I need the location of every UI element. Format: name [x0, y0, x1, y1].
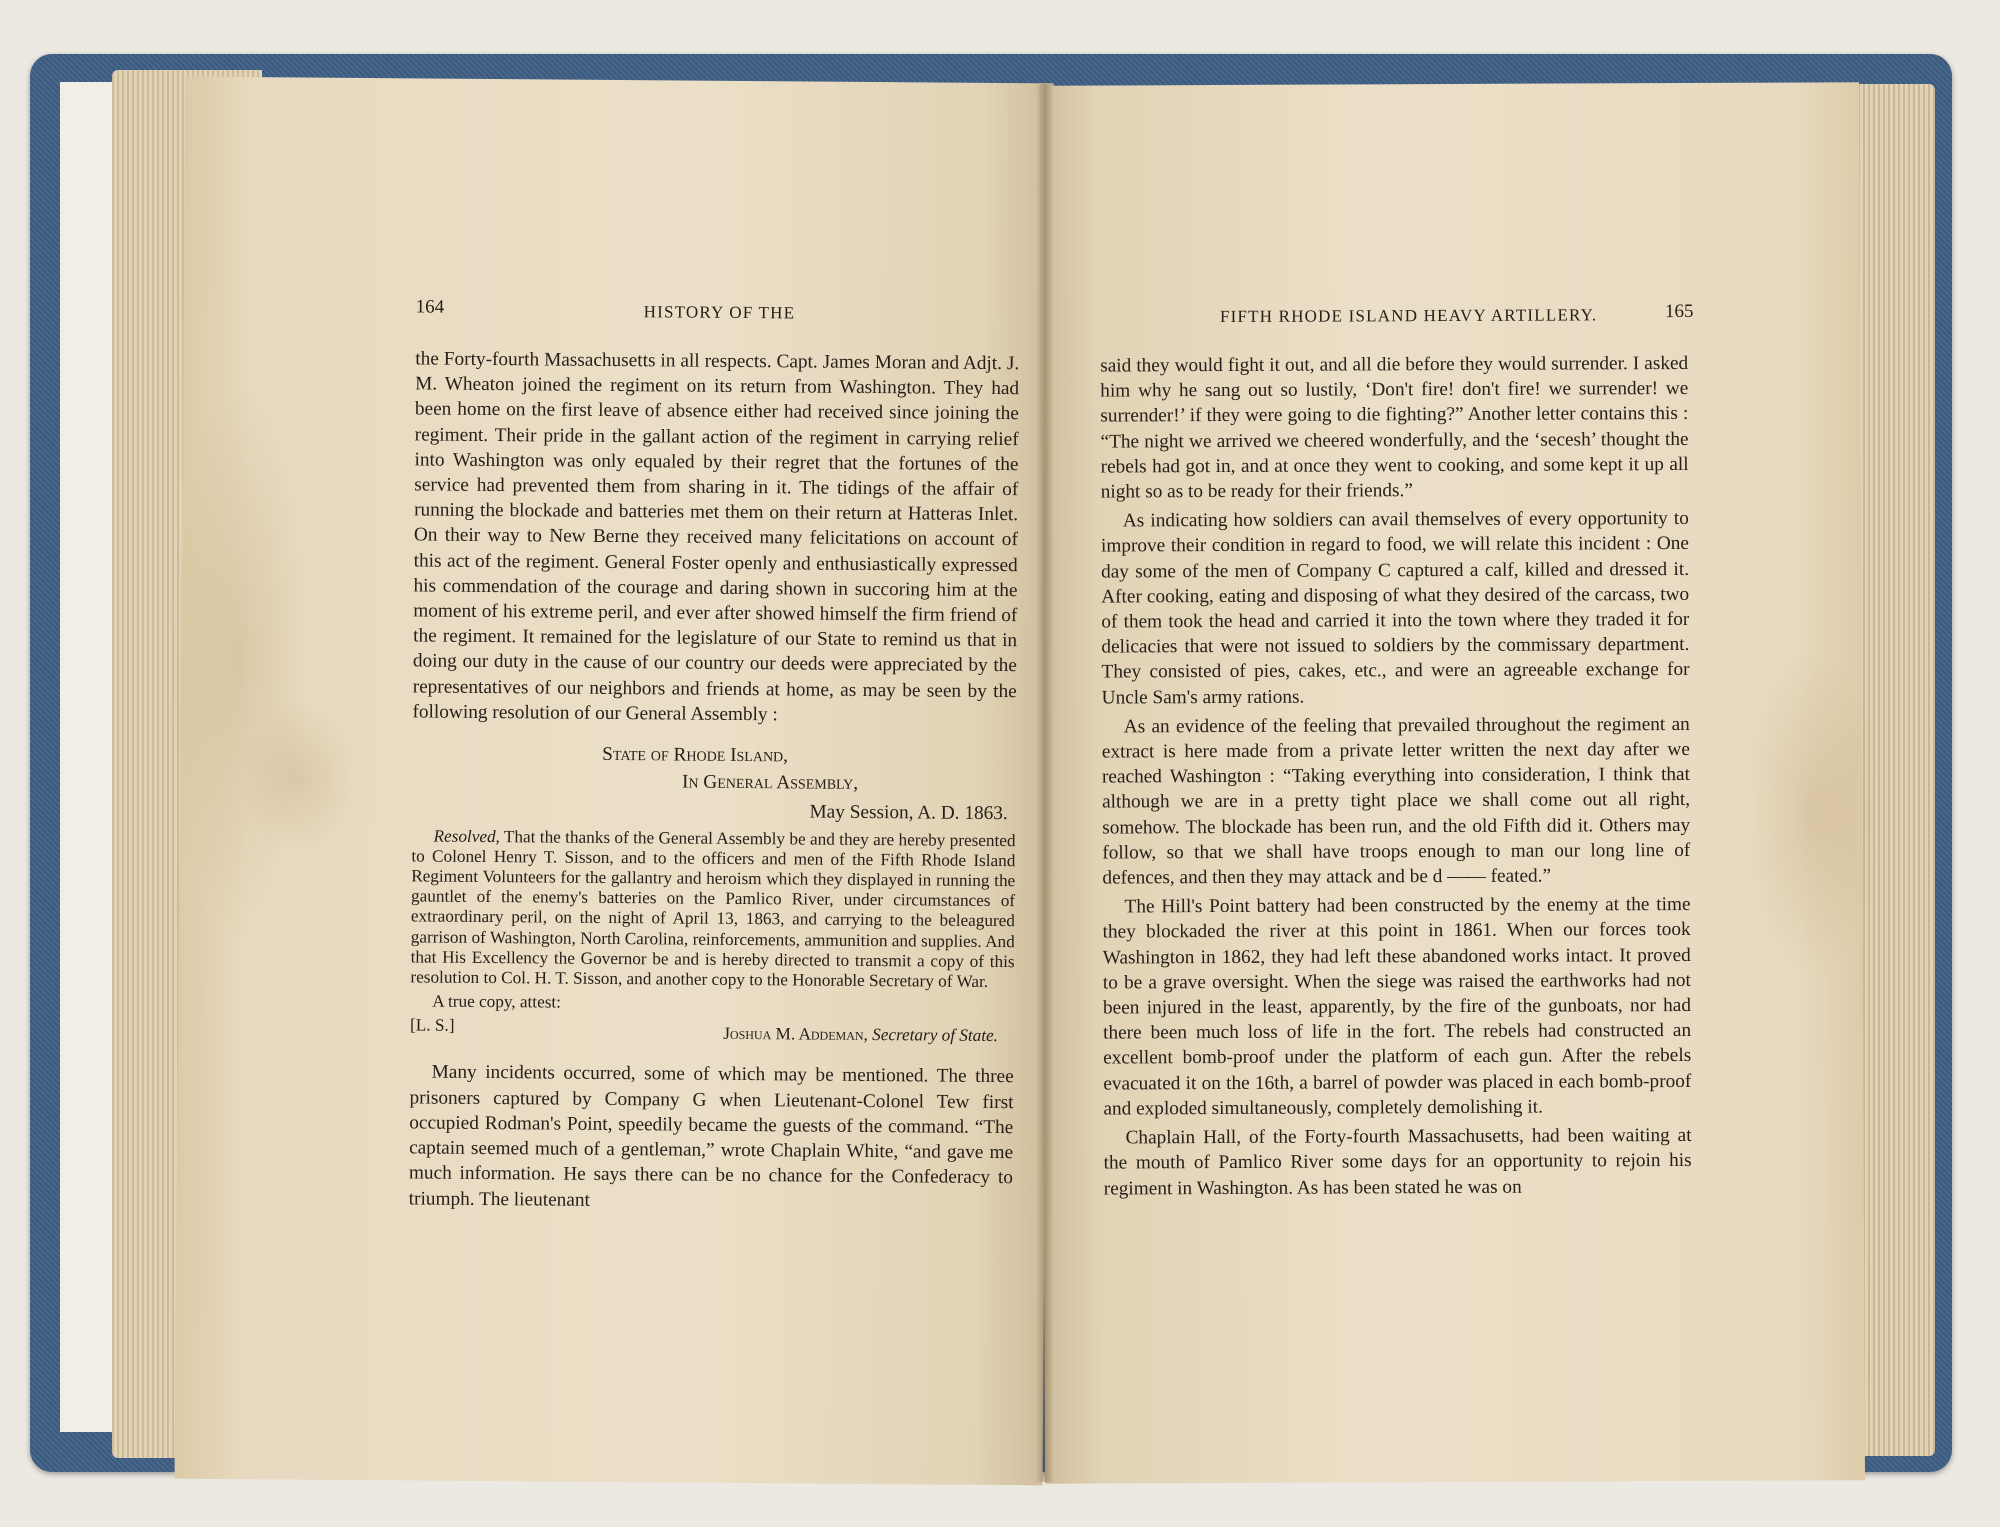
resolution-body: That the thanks of the General Assembly be and they are hereby presented to Colonel Henry T. Sisson, and to the officers and men of the Fifth Rhode Island Regiment Volunteers for the gallantry and heroism which they displayed in running the gauntlet of the enemy's batteries on the Pamlico River, under circumstances of extraordinary peril, on the night of April 13, 1863, and carrying to the beleagured garrison of Washington, North Carolina, reinforcements, ammunition and supplies. And that His Excellency the Governor be and is hereby directed to transmit a copy of this resolution to Col. H. T. Sisson, and another copy to the Honorable Secretary of War. — [410, 826, 1016, 992]
page-number-right: 165 — [1664, 300, 1694, 323]
signature-title: Secretary of State. — [872, 1025, 999, 1046]
signature-name: Joshua M. Addeman, — [723, 1024, 868, 1045]
paragraph: The Hill's Point battery had been constructed by the enemy at the time they blockaded the river at this point in 1861. When our forces took Washington in 1862, they had left these abandoned works intact. It proved to be a grave oversight. When the siege was raised the earthworks had not been injured in the least, apparently, by the fire of the gunboats, nor had there been much loss of life in the fort. The rebels had constructed an excellent bomb-proof under the platform of each gun. After the rebels evacuated it on the 16th, a barrel of powder was placed in each bomb-proof and exploded simultaneously, completely demolishing it. — [1102, 894, 1692, 1120]
running-head-left: HISTORY OF THE — [643, 302, 796, 323]
resolution-text — [410, 826, 1015, 992]
signature-block — [410, 1016, 1014, 1051]
water-stain — [239, 697, 360, 858]
paragraph: the Forty-fourth Massachusetts in all respects. Capt. James Moran and Adjt. J. M. Wheaton joined the regiment on its return from Washington. They had been home on the first leave of absence either had received since joining the regiment. Their pride in the gallant action of the regiment in carrying relief into Washington was only equaled by their regret that the fortunes of the service had prevented them from sharing in it. The tidings of the affair of running the blockade and batteries met them on their return at Hatteras Inlet. On their way to New Berne they received many felicitations on account of this act of the regiment. General Foster openly and enthusiastically expressed his commendation of the courage and daring shown in succoring him at the moment of his extreme peril, and ever after showed himself the firm friend of the regiment. It remained for the legislature of our State to remind us that in doing our duty in the cause of our country our deeds were appreciated by the representatives of our neighbors and friends at home, as may be seen by the following resolution of our General Assembly : — [412, 348, 1020, 726]
paragraph: As an evidence of the feeling that prevailed throughout the regiment an extract is here made from a private letter written the next day after we reached Washington : “Taking everything into consideration, I think that although we are in a pretty tight place we shall come out all right, somehow. The blockade has been run, and the old Fifth did it. Others may follow, so that we shall have troops enough to man our long line of defences, and then they may attack and be d —— feated.” — [1101, 713, 1691, 889]
paragraph: Chaplain Hall, of the Forty-fourth Massachusetts, had been waiting at the mouth of Pamlico River some days for an opportunity to rejoin his regiment in Washington. As has been stated he was on — [1103, 1125, 1692, 1200]
page-number-left: 164 — [415, 296, 445, 318]
resolution-heading: State of Rhode Island, — [602, 743, 789, 767]
running-head-right: FIFTH RHODE ISLAND HEAVY ARTILLERY. — [1219, 305, 1598, 327]
signature — [723, 1024, 998, 1046]
water-stain — [1741, 642, 1882, 983]
left-page-text — [409, 346, 1020, 1215]
resolved-word: Resolved, — [433, 826, 500, 846]
book-gutter — [1036, 84, 1054, 1482]
resolution-heading: In General Assembly, — [681, 771, 859, 795]
paragraph: As indicating how soldiers can avail themselves of every opportunity to improve their condition in regard to food, we will relate this incident : One day some of the men of Company C captured a calf, killed and dressed it. After cooking, eating and disposing of what they desired of the carcass, two of them took the head and carried it into the town where they traded it for delicacies that were not issued to soldiers by the commissary department. They consisted of pies, cakes, etc., and were an agreeable exchange for Uncle Sam's army rations. — [1100, 508, 1690, 709]
resolution-date: May Session, A. D. 1863. — [809, 801, 1008, 825]
paragraph: said they would fight it out, and all die before they would surrender. I asked him why he sang out so lustily, ‘Don't fire! don't fire! we surrender! we surrender!’ if they were going to die fighting?” Another letter contains this : “The night we arrived we cheered wonderfully, and the ‘secesh’ thought the rebels had got in, and at once they went to cooking, and some kept it up all night so as to be ready for their friends.” — [1100, 352, 1689, 503]
attest-line: A true copy, attest: — [432, 991, 562, 1012]
seal-mark: [L. S.] — [409, 1015, 455, 1036]
right-page-text — [1100, 351, 1692, 1201]
right-page — [1039, 82, 1865, 1484]
left-page — [175, 77, 1054, 1486]
paragraph: Many incidents occurred, some of which may be mentioned. The three prisoners captured by Company G when Lieutenant-Colonel Tew first occupied Rodman's Point, speedily became the guests of the command. “The captain seemed much of a gentleman,” wrote Chaplain White, “and gave me much information. He says there can be no chance for the Confederacy to triumph. The lieutenant — [408, 1062, 1014, 1211]
